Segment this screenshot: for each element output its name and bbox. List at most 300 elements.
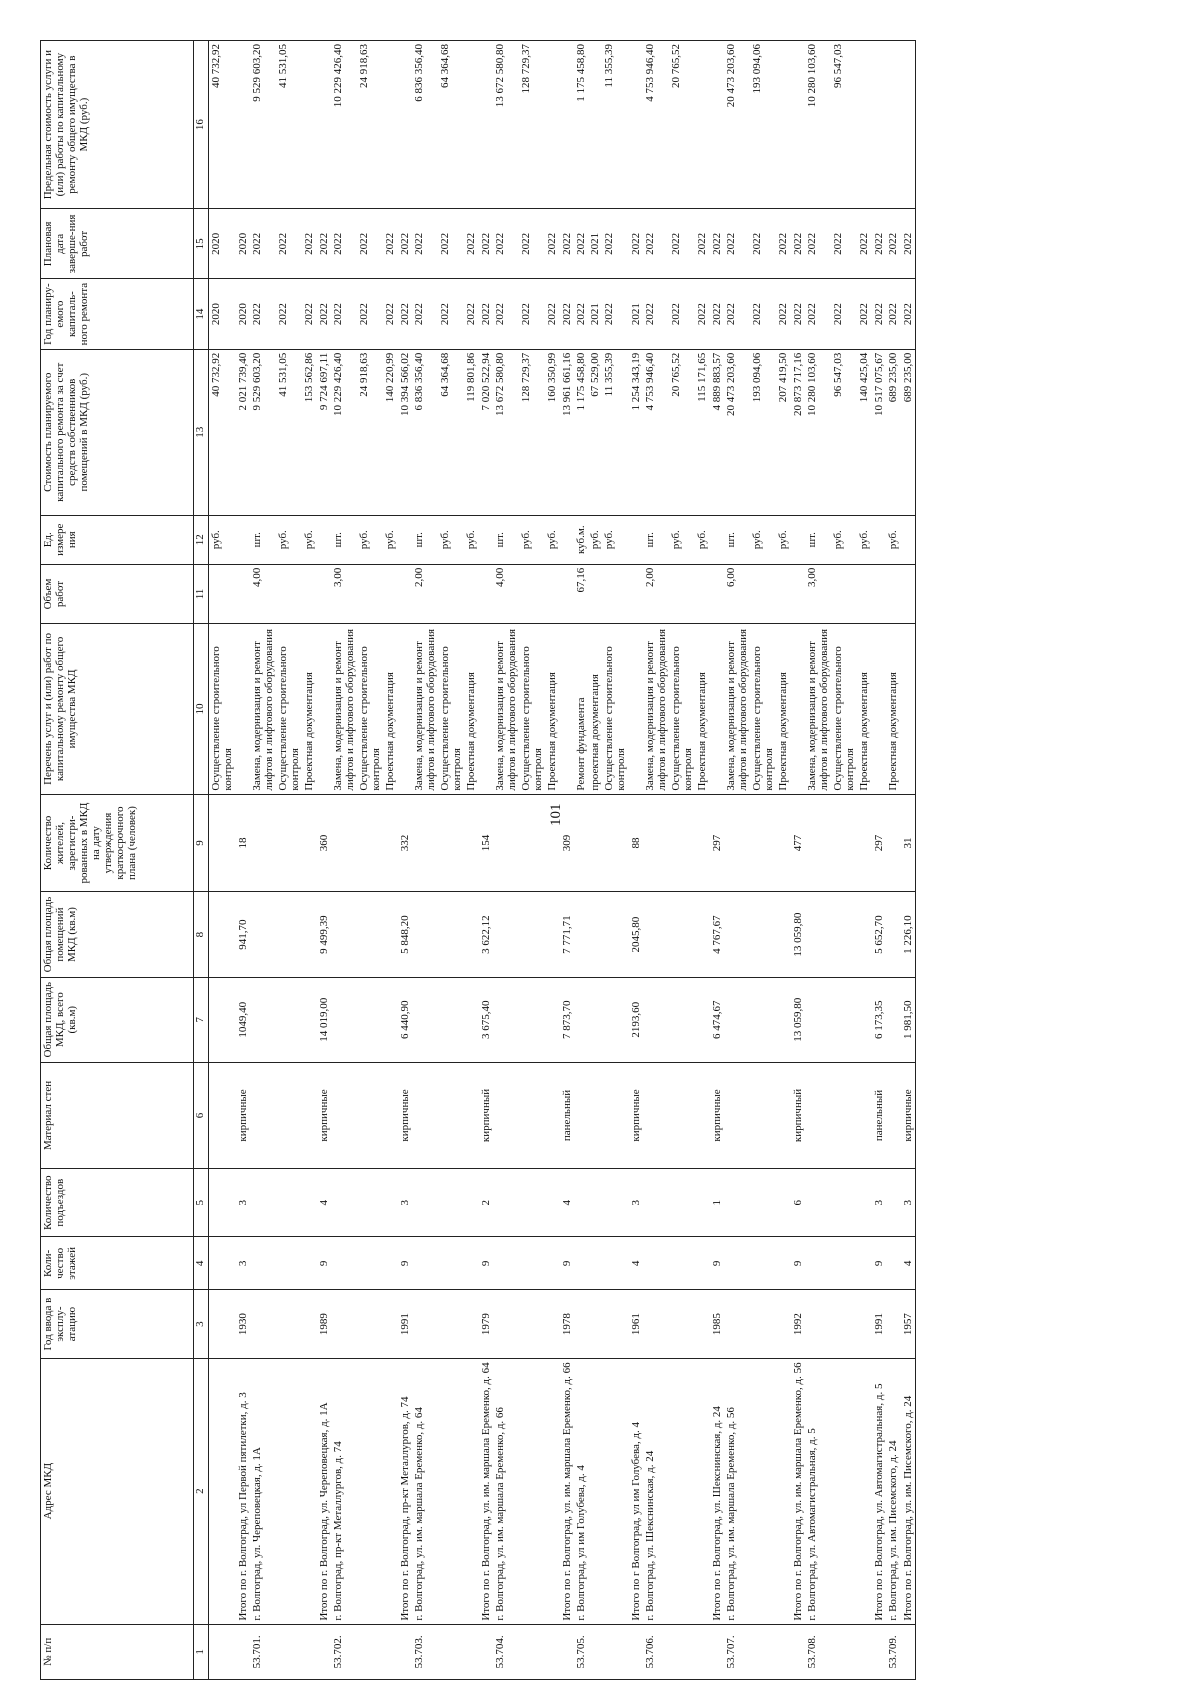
work-volume-cell: [559, 564, 574, 624]
total-area-cell: 6 440,90: [397, 977, 412, 1062]
wall-material-cell: [438, 1062, 464, 1168]
end-date-cell: 2022: [438, 209, 464, 279]
row-number-cell: 53.708.: [805, 1624, 831, 1679]
total-area-cell: [412, 977, 438, 1062]
residents-cell: 31: [900, 794, 916, 892]
year-built-cell: 1961: [628, 1290, 643, 1358]
end-date-cell: 2022: [302, 209, 316, 279]
row-number-cell: [695, 1624, 709, 1679]
year-built-cell: [493, 1290, 519, 1358]
total-row: [900, 41, 916, 1680]
unit-cell: руб.: [545, 515, 559, 564]
premises-area-cell: [276, 892, 302, 977]
column-number: 8: [194, 892, 209, 977]
repair-year-cell: 2022: [478, 279, 493, 349]
total-area-cell: [545, 977, 559, 1062]
work-item-cell: Проектная документация: [383, 624, 397, 794]
unit-cell: шт.: [250, 515, 276, 564]
row-number-cell: [235, 1624, 250, 1679]
work-item-cell: [397, 624, 412, 794]
year-built-cell: [383, 1290, 397, 1358]
end-date-cell: 2020: [235, 209, 250, 279]
premises-area-cell: 5 848,20: [397, 892, 412, 977]
repair-year-cell: 2020: [209, 279, 236, 349]
unit-cell: руб.: [438, 515, 464, 564]
table-row: [857, 41, 871, 1680]
address-cell: [857, 1358, 871, 1624]
entrances-cell: [250, 1169, 276, 1237]
unit-cell: руб.: [383, 515, 397, 564]
residents-cell: [643, 794, 669, 892]
work-volume-cell: 3,00: [805, 564, 831, 624]
entrances-cell: [886, 1169, 900, 1237]
limit-cost-cell: [709, 41, 724, 209]
cost-cell: 1 254 343,19: [628, 349, 643, 515]
floors-cell: [438, 1237, 464, 1290]
entrances-cell: [493, 1169, 519, 1237]
work-volume-cell: [383, 564, 397, 624]
total-row: [316, 41, 331, 1680]
year-built-cell: [357, 1290, 383, 1358]
repair-year-cell: 2022: [559, 279, 574, 349]
limit-cost-cell: 24 918,63: [357, 41, 383, 209]
total-area-cell: [276, 977, 302, 1062]
row-number-cell: [628, 1624, 643, 1679]
address-cell: г. Волгоград, ул. Шекснинская, д. 24: [643, 1358, 669, 1624]
total-area-cell: [331, 977, 357, 1062]
year-built-cell: [588, 1290, 602, 1358]
year-built-cell: [331, 1290, 357, 1358]
work-item-cell: [478, 624, 493, 794]
wall-material-cell: [588, 1062, 602, 1168]
work-volume-cell: [519, 564, 545, 624]
unit-cell: [709, 515, 724, 564]
wall-material-cell: кирпичный: [478, 1062, 493, 1168]
table-row: [250, 41, 276, 1680]
column-number: 9: [194, 794, 209, 892]
total-area-cell: [805, 977, 831, 1062]
entrances-cell: [724, 1169, 750, 1237]
work-item-cell: Осуществление строительного контроля: [669, 624, 695, 794]
cost-cell: 20 473 203,60: [724, 349, 750, 515]
residents-cell: [250, 794, 276, 892]
address-cell: г. Волгоград, пр-кт Металлургов, д. 74: [331, 1358, 357, 1624]
column-number: 6: [194, 1062, 209, 1168]
total-area-cell: [831, 977, 857, 1062]
limit-cost-cell: 9 529 603,20: [250, 41, 276, 209]
unit-cell: куб.м.: [574, 515, 588, 564]
residents-cell: [331, 794, 357, 892]
end-date-cell: 2022: [805, 209, 831, 279]
repair-year-cell: 2022: [790, 279, 805, 349]
row-number-cell: [750, 1624, 776, 1679]
year-built-cell: 1979: [478, 1290, 493, 1358]
floors-cell: [545, 1237, 559, 1290]
unit-cell: руб.: [588, 515, 602, 564]
residents-cell: [357, 794, 383, 892]
premises-area-cell: [724, 892, 750, 977]
work-item-cell: Ремонт фундамента: [574, 624, 588, 794]
floors-cell: 9: [316, 1237, 331, 1290]
wall-material-cell: [776, 1062, 790, 1168]
row-number-cell: [397, 1624, 412, 1679]
repair-year-cell: 2022: [545, 279, 559, 349]
table-row: [519, 41, 545, 1680]
row-number-cell: [383, 1624, 397, 1679]
cost-cell: 10 517 075,67: [871, 349, 886, 515]
end-date-cell: 2022: [357, 209, 383, 279]
repair-year-cell: 2022: [383, 279, 397, 349]
limit-cost-cell: 4 753 946,40: [643, 41, 669, 209]
total-area-cell: [695, 977, 709, 1062]
residents-cell: [831, 794, 857, 892]
entrances-cell: [588, 1169, 602, 1237]
residents-cell: [724, 794, 750, 892]
total-area-cell: [857, 977, 871, 1062]
total-row: [235, 41, 250, 1680]
limit-cost-cell: [900, 41, 916, 209]
unit-cell: руб.: [831, 515, 857, 564]
total-area-cell: [588, 977, 602, 1062]
work-item-cell: [900, 624, 916, 794]
total-area-cell: [750, 977, 776, 1062]
total-row: [871, 41, 886, 1680]
limit-cost-cell: [695, 41, 709, 209]
unit-cell: руб.: [602, 515, 628, 564]
address-cell: [776, 1358, 790, 1624]
header-volume: Объем работ: [41, 564, 194, 624]
residents-cell: [886, 794, 900, 892]
unit-cell: руб.: [209, 515, 236, 564]
year-built-cell: [669, 1290, 695, 1358]
floors-cell: [805, 1237, 831, 1290]
work-volume-cell: [302, 564, 316, 624]
floors-cell: 9: [397, 1237, 412, 1290]
wall-material-cell: [412, 1062, 438, 1168]
repair-year-cell: 2022: [519, 279, 545, 349]
limit-cost-cell: [464, 41, 478, 209]
unit-cell: руб.: [464, 515, 478, 564]
cost-cell: 24 918,63: [357, 349, 383, 515]
floors-cell: [493, 1237, 519, 1290]
address-cell: [831, 1358, 857, 1624]
entrances-cell: 3: [397, 1169, 412, 1237]
wall-material-cell: [209, 1062, 236, 1168]
limit-cost-cell: 64 364,68: [438, 41, 464, 209]
repair-year-cell: 2021: [588, 279, 602, 349]
year-built-cell: [602, 1290, 628, 1358]
floors-cell: [302, 1237, 316, 1290]
floors-cell: 9: [709, 1237, 724, 1290]
table-row: [695, 41, 709, 1680]
table-row: [776, 41, 790, 1680]
cost-cell: 119 801,86: [464, 349, 478, 515]
work-item-cell: проектная документация: [588, 624, 602, 794]
unit-cell: [478, 515, 493, 564]
entrances-cell: [302, 1169, 316, 1237]
end-date-cell: 2022: [669, 209, 695, 279]
limit-cost-cell: 41 531,05: [276, 41, 302, 209]
address-cell: [209, 1358, 236, 1624]
year-built-cell: [438, 1290, 464, 1358]
row-number-cell: [545, 1624, 559, 1679]
entrances-cell: [695, 1169, 709, 1237]
premises-area-cell: [831, 892, 857, 977]
cost-cell: 20 765,52: [669, 349, 695, 515]
total-row: [559, 41, 574, 1680]
total-area-cell: [602, 977, 628, 1062]
floors-cell: [750, 1237, 776, 1290]
year-built-cell: 1989: [316, 1290, 331, 1358]
cost-cell: 193 094,06: [750, 349, 776, 515]
unit-cell: руб.: [669, 515, 695, 564]
repair-year-cell: 2022: [805, 279, 831, 349]
table-row: [383, 41, 397, 1680]
floors-cell: [669, 1237, 695, 1290]
cost-cell: 40 732,92: [209, 349, 236, 515]
work-item-cell: [559, 624, 574, 794]
premises-area-cell: [669, 892, 695, 977]
premises-area-cell: 5 652,70: [871, 892, 886, 977]
year-built-cell: [545, 1290, 559, 1358]
premises-area-cell: [438, 892, 464, 977]
residents-cell: 309: [559, 794, 574, 892]
cost-cell: 6 836 356,40: [412, 349, 438, 515]
work-item-cell: Проектная документация: [545, 624, 559, 794]
address-cell: Итого по г. Волгоград, ул. им. маршала Еременко, д. 66: [559, 1358, 574, 1624]
cost-cell: 11 355,39: [602, 349, 628, 515]
total-area-cell: [724, 977, 750, 1062]
wall-material-cell: [831, 1062, 857, 1168]
entrances-cell: [383, 1169, 397, 1237]
repair-year-cell: 2022: [831, 279, 857, 349]
work-volume-cell: 2,00: [643, 564, 669, 624]
wall-material-cell: [669, 1062, 695, 1168]
header-num: № п/п: [41, 1624, 194, 1679]
unit-cell: руб.: [357, 515, 383, 564]
premises-area-cell: [519, 892, 545, 977]
wall-material-cell: [695, 1062, 709, 1168]
total-area-cell: [493, 977, 519, 1062]
unit-cell: [790, 515, 805, 564]
unit-cell: руб.: [886, 515, 900, 564]
row-number-cell: [209, 1624, 236, 1679]
entrances-cell: [357, 1169, 383, 1237]
work-volume-cell: [357, 564, 383, 624]
header-entrances: Количество подъездов: [41, 1169, 194, 1237]
work-item-cell: [709, 624, 724, 794]
table-row: [276, 41, 302, 1680]
row-number-cell: [709, 1624, 724, 1679]
wall-material-cell: [750, 1062, 776, 1168]
premises-area-cell: [776, 892, 790, 977]
limit-cost-cell: 193 094,06: [750, 41, 776, 209]
address-cell: г. Волгоград, ул. Автомагистральная, д. 5: [805, 1358, 831, 1624]
header-repair-year: Год планиру-емого капиталь-ного ремонта: [41, 279, 194, 349]
limit-cost-cell: 96 547,03: [831, 41, 857, 209]
residents-cell: 18: [235, 794, 250, 892]
address-cell: Итого по г. Волгоград, ул. им. маршала Еременко, д. 56: [790, 1358, 805, 1624]
floors-cell: [250, 1237, 276, 1290]
repair-year-cell: 2020: [235, 279, 250, 349]
address-cell: [669, 1358, 695, 1624]
wall-material-cell: кирпичные: [628, 1062, 643, 1168]
residents-cell: 297: [871, 794, 886, 892]
end-date-cell: 2022: [776, 209, 790, 279]
total-area-cell: [302, 977, 316, 1062]
work-volume-cell: [831, 564, 857, 624]
end-date-cell: 2022: [602, 209, 628, 279]
work-volume-cell: [438, 564, 464, 624]
floors-cell: [464, 1237, 478, 1290]
capital-repair-table: [40, 40, 916, 1680]
total-area-cell: [438, 977, 464, 1062]
limit-cost-cell: 1 175 458,80: [574, 41, 588, 209]
limit-cost-cell: [316, 41, 331, 209]
repair-year-cell: 2022: [602, 279, 628, 349]
unit-cell: шт.: [724, 515, 750, 564]
work-volume-cell: 6,00: [724, 564, 750, 624]
limit-cost-cell: [857, 41, 871, 209]
total-row: [397, 41, 412, 1680]
wall-material-cell: кирпичные: [397, 1062, 412, 1168]
year-built-cell: 1985: [709, 1290, 724, 1358]
entrances-cell: 4: [559, 1169, 574, 1237]
row-number-cell: [519, 1624, 545, 1679]
work-item-cell: Замена, модернизация и ремонт лифтов и лифтового оборудования: [643, 624, 669, 794]
limit-cost-cell: 128 729,37: [519, 41, 545, 209]
year-built-cell: [574, 1290, 588, 1358]
floors-cell: 9: [871, 1237, 886, 1290]
limit-cost-cell: [383, 41, 397, 209]
work-volume-cell: [776, 564, 790, 624]
unit-cell: руб.: [695, 515, 709, 564]
unit-cell: шт.: [643, 515, 669, 564]
work-volume-cell: [276, 564, 302, 624]
repair-year-cell: 2022: [900, 279, 916, 349]
total-area-cell: [776, 977, 790, 1062]
floors-cell: 3: [235, 1237, 250, 1290]
total-row: [790, 41, 805, 1680]
total-area-cell: [383, 977, 397, 1062]
premises-area-cell: [857, 892, 871, 977]
limit-cost-cell: 20 473 203,60: [724, 41, 750, 209]
table-row: [357, 41, 383, 1680]
cost-cell: 2 021 739,40: [235, 349, 250, 515]
column-number: 10: [194, 624, 209, 794]
entrances-cell: [643, 1169, 669, 1237]
limit-cost-cell: [628, 41, 643, 209]
entrances-cell: [857, 1169, 871, 1237]
cost-cell: 140 425,04: [857, 349, 871, 515]
unit-cell: руб.: [750, 515, 776, 564]
unit-cell: руб.: [519, 515, 545, 564]
residents-cell: [776, 794, 790, 892]
work-volume-cell: 67,16: [574, 564, 588, 624]
year-built-cell: [857, 1290, 871, 1358]
year-built-cell: 1991: [871, 1290, 886, 1358]
work-item-cell: Осуществление строительного контроля: [209, 624, 236, 794]
unit-cell: руб.: [276, 515, 302, 564]
premises-area-cell: 1 226,10: [900, 892, 916, 977]
end-date-cell: 2022: [316, 209, 331, 279]
unit-cell: шт.: [412, 515, 438, 564]
year-built-cell: 1992: [790, 1290, 805, 1358]
cost-cell: 4 889 883,57: [709, 349, 724, 515]
work-item-cell: Осуществление строительного контроля: [276, 624, 302, 794]
work-item-cell: [790, 624, 805, 794]
total-area-cell: 7 873,70: [559, 977, 574, 1062]
residents-cell: [302, 794, 316, 892]
work-item-cell: [316, 624, 331, 794]
work-item-cell: Осуществление строительного контроля: [357, 624, 383, 794]
end-date-cell: 2022: [628, 209, 643, 279]
limit-cost-cell: [588, 41, 602, 209]
floors-cell: [831, 1237, 857, 1290]
work-item-cell: Проектная документация: [776, 624, 790, 794]
end-date-cell: 2022: [871, 209, 886, 279]
work-item-cell: Замена, модернизация и ремонт лифтов и лифтового оборудования: [724, 624, 750, 794]
repair-year-cell: 2022: [871, 279, 886, 349]
premises-area-cell: 7 771,71: [559, 892, 574, 977]
cost-cell: 1 175 458,80: [574, 349, 588, 515]
table-row: [438, 41, 464, 1680]
work-volume-cell: [886, 564, 900, 624]
column-number: 16: [194, 41, 209, 209]
column-number: 7: [194, 977, 209, 1062]
wall-material-cell: [574, 1062, 588, 1168]
work-volume-cell: [709, 564, 724, 624]
premises-area-cell: [695, 892, 709, 977]
address-cell: г. Волгоград, ул. им. маршала Еременко, д. 56: [724, 1358, 750, 1624]
header-residents: Количество жителей, зарегистри-рованных в МКД на дату утверждения краткосрочного плана (человек): [41, 794, 194, 892]
wall-material-cell: [857, 1062, 871, 1168]
work-volume-cell: [695, 564, 709, 624]
address-cell: [464, 1358, 478, 1624]
work-volume-cell: [602, 564, 628, 624]
wall-material-cell: панельный: [559, 1062, 574, 1168]
year-built-cell: 1991: [397, 1290, 412, 1358]
total-area-cell: 2193,60: [628, 977, 643, 1062]
cost-cell: 160 350,99: [545, 349, 559, 515]
end-date-cell: 2022: [857, 209, 871, 279]
unit-cell: [235, 515, 250, 564]
wall-material-cell: [886, 1062, 900, 1168]
cost-cell: 67 529,00: [588, 349, 602, 515]
residents-cell: [805, 794, 831, 892]
end-date-cell: 2022: [464, 209, 478, 279]
entrances-cell: [412, 1169, 438, 1237]
premises-area-cell: [357, 892, 383, 977]
limit-cost-cell: 13 672 580,80: [493, 41, 519, 209]
repair-year-cell: 2022: [302, 279, 316, 349]
header-address: Адрес МКД: [41, 1358, 194, 1624]
table-row: [886, 41, 900, 1680]
end-date-cell: 2022: [331, 209, 357, 279]
end-date-cell: 2022: [709, 209, 724, 279]
floors-cell: 9: [559, 1237, 574, 1290]
header-end-date: Плановая дата заверше-ния работ: [41, 209, 194, 279]
premises-area-cell: 9 499,39: [316, 892, 331, 977]
address-cell: Итого по г. Волгоград, ул. им. Писемского, д. 24: [900, 1358, 916, 1624]
work-item-cell: Замена, модернизация и ремонт лифтов и лифтового оборудования: [412, 624, 438, 794]
end-date-cell: 2022: [519, 209, 545, 279]
address-cell: Итого по г. Волгоград, ул Первой пятилетки, д. 3: [235, 1358, 250, 1624]
cost-cell: 9 529 603,20: [250, 349, 276, 515]
floors-cell: [574, 1237, 588, 1290]
column-number: 3: [194, 1290, 209, 1358]
row-number-cell: [790, 1624, 805, 1679]
